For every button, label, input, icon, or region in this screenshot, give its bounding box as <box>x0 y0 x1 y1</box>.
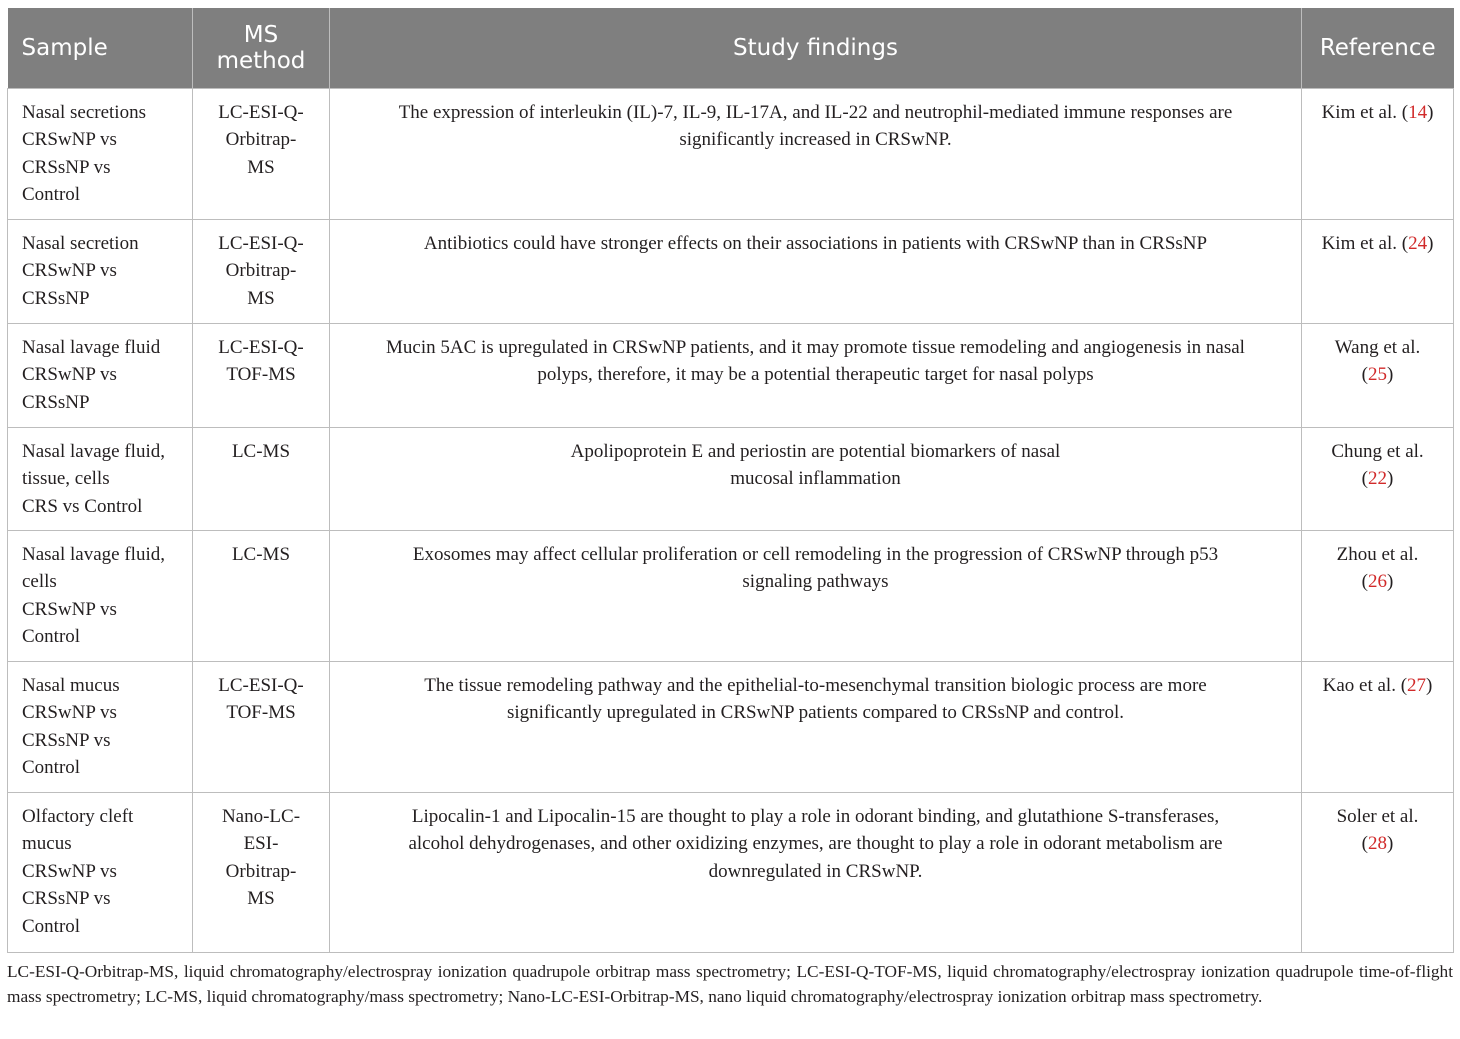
reference-author: Zhou et al. <box>1336 543 1419 565</box>
ms-method-line: LC-ESI-Q- <box>218 232 304 254</box>
header-study-findings: Study findings <box>330 8 1302 88</box>
sample-cell <box>8 88 193 219</box>
findings-line: Apolipoprotein E and periostin are potential biomarkers of nasal <box>570 440 1061 462</box>
ms-studies-table <box>7 8 1454 953</box>
table-row <box>8 323 1454 427</box>
reference-author: Kao et al. ( <box>1322 674 1408 696</box>
findings-line: The tissue remodeling pathway and the epithelial-to-mesenchymal transition biologic process are more <box>424 674 1207 696</box>
header-reference: Reference <box>1302 8 1454 88</box>
table-body <box>8 88 1454 952</box>
reference-link[interactable]: 25 <box>1368 364 1387 385</box>
ms-method-line: Orbitrap- <box>225 129 297 150</box>
findings-line: Exosomes may affect cellular proliferation or cell remodeling in the progression of CRSwNP through p53 <box>412 543 1219 565</box>
findings-line: Lipocalin-1 and Lipocalin-15 are thought to play a role in odorant binding, and glutathione S-transferases, <box>411 805 1220 827</box>
reference-cell: Zhou et al. (26) <box>1302 530 1454 661</box>
header-ms-method <box>193 8 330 88</box>
reference-close: ) <box>1387 364 1394 385</box>
reference-author: Soler et al. <box>1336 805 1419 827</box>
sample-line: tissue, cells <box>22 468 110 489</box>
findings-line: significantly upregulated in CRSwNP patients compared to CRSsNP and control. <box>506 702 1125 723</box>
reference-author: Kim et al. ( <box>1321 232 1409 254</box>
sample-line: CRS vs Control <box>22 495 143 517</box>
sample-line: CRSwNP vs <box>22 702 117 723</box>
sample-cell <box>8 323 193 427</box>
reference-link[interactable]: 27 <box>1407 674 1427 696</box>
table-row <box>8 88 1454 219</box>
sample-cell <box>8 219 193 323</box>
ms-method-cell <box>193 323 330 427</box>
ms-method-cell <box>193 219 330 323</box>
findings-line: Mucin 5AC is upregulated in CRSwNP patients, and it may promote tissue remodeling and angiogenesis in nasal <box>386 336 1245 358</box>
reference-cell <box>1302 88 1454 219</box>
sample-line: mucus <box>22 833 72 854</box>
table-row <box>8 530 1454 661</box>
reference-close: ) <box>1387 468 1394 489</box>
reference-link[interactable]: 22 <box>1368 468 1387 489</box>
header-sample: Sample <box>8 8 193 88</box>
sample-line: Control <box>22 915 81 937</box>
sample-cell <box>8 661 193 792</box>
ms-method-line: LC-ESI-Q- <box>218 674 304 696</box>
findings-cell <box>330 792 1302 952</box>
findings-line: polyps, therefore, it may be a potential therapeutic target for nasal polyps <box>537 364 1094 385</box>
reference-author: Kim et al. ( <box>1321 101 1409 123</box>
reference-cell: Soler et al. (28) <box>1302 792 1454 952</box>
header-ms-method-line2: method <box>216 47 306 74</box>
findings-cell <box>330 219 1302 323</box>
ms-method-line: TOF-MS <box>226 702 296 723</box>
ms-method-cell <box>193 792 330 952</box>
sample-line: Control <box>22 626 81 647</box>
reference-link[interactable]: 24 <box>1408 232 1428 254</box>
reference-close: ) <box>1426 674 1433 696</box>
findings-line: significantly increased in CRSwNP. <box>679 129 952 150</box>
table-row <box>8 792 1454 952</box>
ms-method-line: LC-ESI-Q- <box>218 336 304 358</box>
reference-cell <box>1302 219 1454 323</box>
sample-line: CRSwNP vs <box>22 260 117 281</box>
reference-link[interactable]: 28 <box>1368 833 1387 854</box>
table-row <box>8 661 1454 792</box>
sample-line: Nasal lavage fluid, <box>22 543 165 565</box>
ms-method-line: MS <box>247 287 275 309</box>
sample-line: Control <box>22 184 81 205</box>
findings-line: signaling pathways <box>742 571 889 592</box>
sample-cell <box>8 530 193 661</box>
findings-cell <box>330 427 1302 530</box>
sample-line: CRSwNP vs <box>22 598 117 620</box>
findings-line: Antibiotics could have stronger effects on their associations in patients with CRSwNP than in CRSsNP <box>423 232 1208 254</box>
sample-line: CRSsNP vs <box>22 729 111 751</box>
findings-line: downregulated in CRSwNP. <box>708 860 923 882</box>
sample-line: CRSwNP vs <box>22 129 117 150</box>
header-ms-method-line1: MS <box>243 21 279 48</box>
reference-link[interactable]: 26 <box>1368 571 1387 592</box>
sample-line: Olfactory cleft <box>22 805 134 827</box>
reference-cell: Chung et al. (22) <box>1302 427 1454 530</box>
sample-line: CRSsNP vs <box>22 156 111 178</box>
ms-method-cell <box>193 88 330 219</box>
ms-method-line: Orbitrap- <box>225 860 297 882</box>
ms-method-line: TOF-MS <box>226 364 296 385</box>
table-row <box>8 427 1454 530</box>
findings-cell <box>330 323 1302 427</box>
sample-line: Nasal secretion <box>22 232 139 254</box>
reference-close: ) <box>1387 571 1394 592</box>
ms-method-line: LC-MS <box>231 543 291 565</box>
reference-cell: Wang et al. (25) <box>1302 323 1454 427</box>
reference-cell <box>1302 661 1454 792</box>
sample-cell <box>8 427 193 530</box>
reference-close: ) <box>1387 833 1394 854</box>
sample-line: Nasal secretions <box>22 101 146 123</box>
reference-author: Chung et al. <box>1331 440 1424 462</box>
findings-cell <box>330 661 1302 792</box>
table-header <box>8 8 1454 88</box>
reference-close: ) <box>1427 232 1434 254</box>
ms-method-line: MS <box>247 156 275 178</box>
reference-close: ) <box>1427 101 1434 123</box>
ms-method-line: LC-ESI-Q- <box>218 101 304 123</box>
table-container <box>7 8 1453 953</box>
table-footnote: LC-ESI-Q-Orbitrap-MS, liquid chromatography/electrospray ionization quadrupole orbitrap mass spectrometry; LC-ESI-Q-TOF-MS, liquid chromatography/electrospray ionization quadrupole time-of-flight mass spectrometry; LC-MS, liquid chromatography/mass spectrometry; Nano-LC-ESI-Orbitrap-MS, nano liquid chromatography/electrospray ionization orbitrap mass spectrometry. <box>7 962 1453 1006</box>
findings-cell <box>330 530 1302 661</box>
findings-line: The expression of interleukin (IL)-7, IL-9, IL-17A, and IL-22 and neutrophil-mediated immune responses are <box>398 101 1233 123</box>
sample-line: CRSwNP vs <box>22 860 117 882</box>
findings-line: alcohol dehydrogenases, and other oxidizing enzymes, are thought to play a role in odorant metabolism are <box>408 833 1223 854</box>
sample-line: Nasal lavage fluid <box>22 336 161 358</box>
table-row <box>8 219 1454 323</box>
ms-method-line: MS <box>247 888 275 909</box>
reference-author: Wang et al. <box>1334 336 1421 358</box>
ms-method-cell <box>193 661 330 792</box>
sample-cell <box>8 792 193 952</box>
sample-line: cells <box>22 571 57 592</box>
ms-method-line: LC-MS <box>231 440 291 462</box>
sample-line: CRSsNP vs <box>22 888 111 909</box>
sample-line: Nasal mucus <box>22 674 120 696</box>
sample-line: CRSsNP <box>22 391 90 413</box>
reference-link[interactable]: 14 <box>1408 101 1428 123</box>
ms-method-line: Nano-LC- <box>221 805 301 827</box>
sample-line: Control <box>22 757 81 778</box>
sample-line: CRSsNP <box>22 287 90 309</box>
sample-line: Nasal lavage fluid, <box>22 440 165 462</box>
ms-method-cell <box>193 427 330 530</box>
ms-method-line: Orbitrap- <box>225 260 297 281</box>
ms-method-cell <box>193 530 330 661</box>
findings-line: mucosal inflammation <box>730 468 901 489</box>
header-row <box>8 8 1454 88</box>
sample-line: CRSwNP vs <box>22 364 117 385</box>
findings-cell <box>330 88 1302 219</box>
ms-method-line: ESI- <box>243 833 279 854</box>
